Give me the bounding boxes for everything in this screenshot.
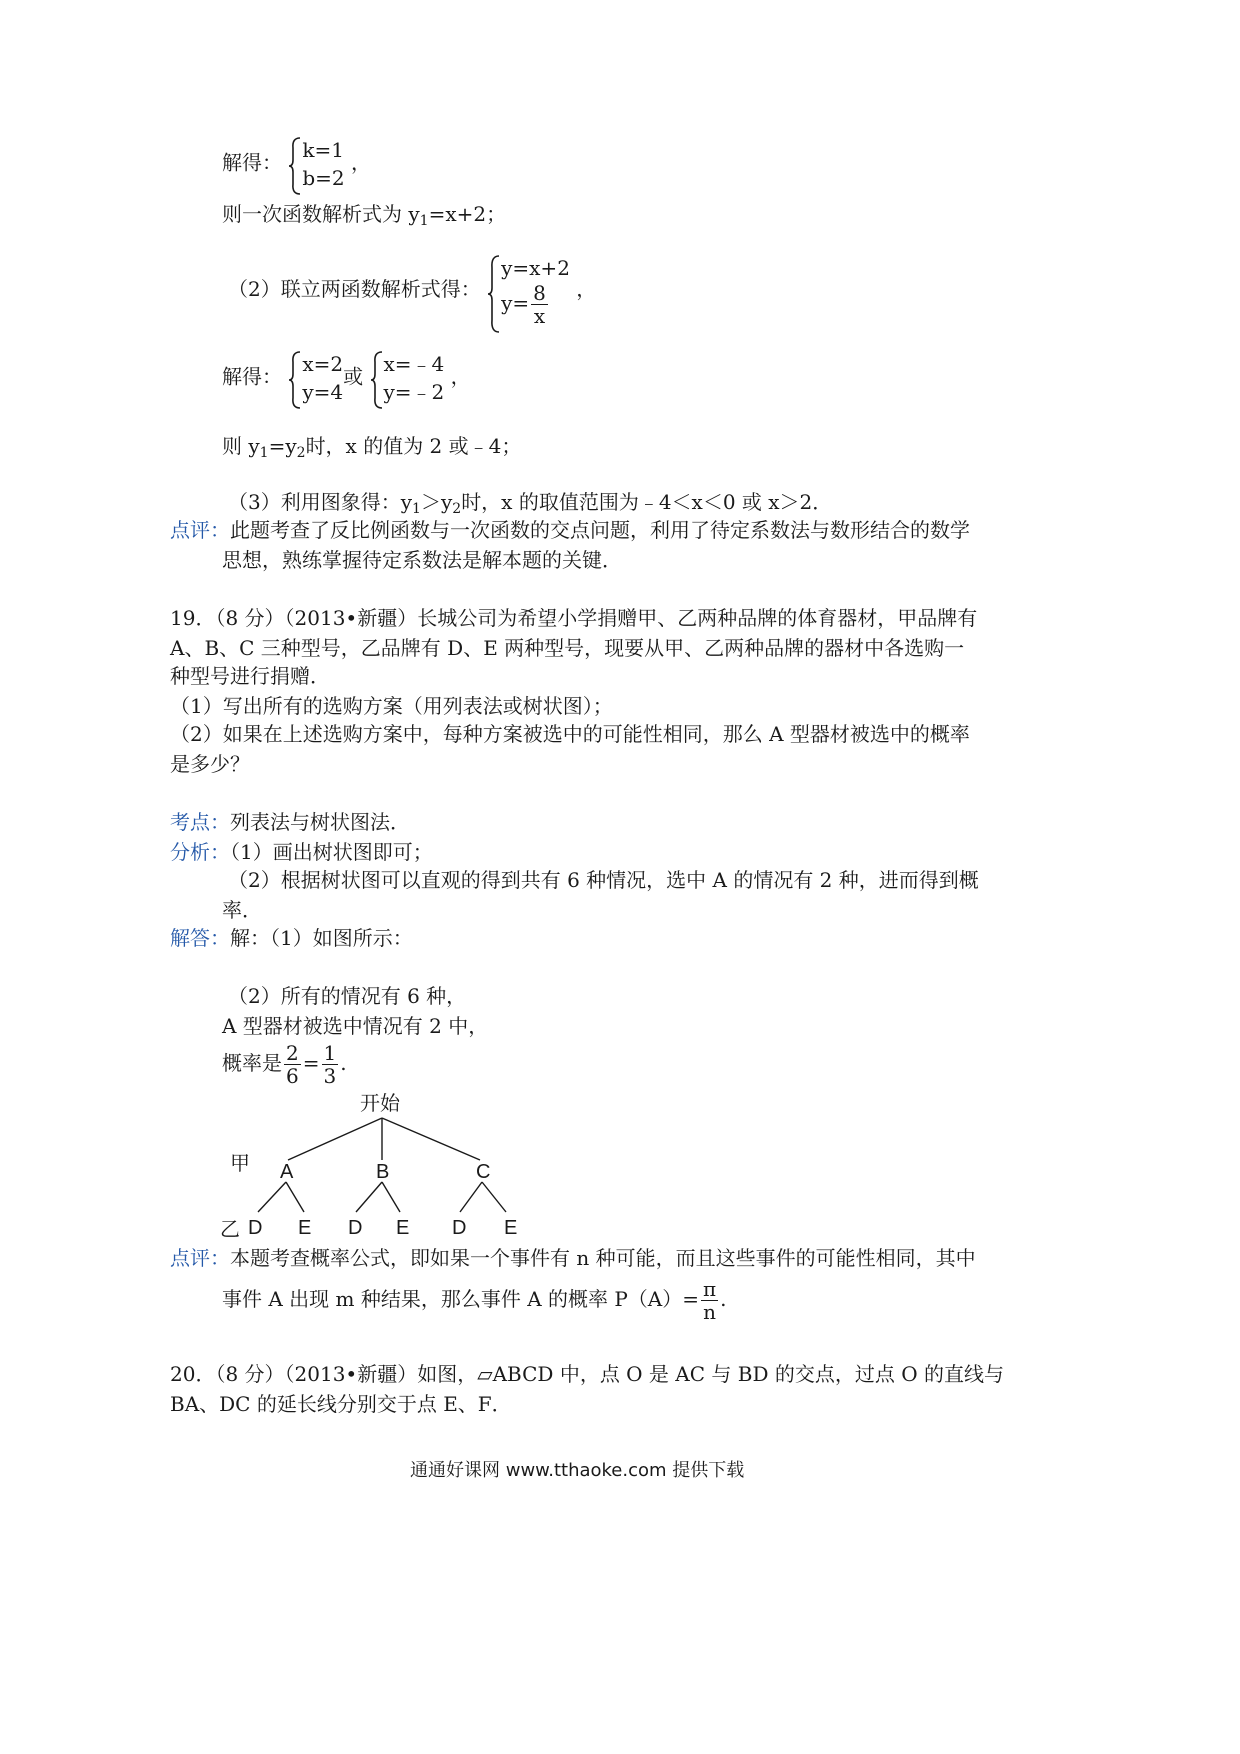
text: = — [302, 1051, 320, 1075]
equation-row — [501, 282, 570, 327]
tree-node: B — [376, 1161, 390, 1183]
equation-system — [288, 350, 343, 406]
text: 列表法与树状图法． — [230, 810, 410, 834]
text: （2）联立两函数解析式得： — [228, 277, 481, 301]
tree-diagram — [220, 1088, 560, 1240]
equation-row: k=1 — [302, 138, 344, 162]
text: 解得： — [222, 364, 282, 389]
fraction — [322, 1042, 339, 1087]
question-20-line-1: 20．（8 分）（2013•新疆）如图，▱ABCD 中，点 O 是 AC 与 BD 的交点，过点 O 的直线与 — [170, 1362, 1004, 1386]
brace-icon — [487, 254, 501, 334]
tree-edge — [382, 1118, 480, 1160]
equation-row: y=﹣2 — [383, 380, 445, 404]
kaodian-label: 考点： — [170, 810, 230, 834]
fenxi-label: 分析： — [170, 840, 230, 864]
jieda-line-3: A 型器材被选中情况有 2 中， — [222, 1014, 489, 1038]
text: （3）利用图象得：y — [228, 490, 413, 514]
equation-row: y=4 — [302, 380, 344, 404]
tree-node: A — [280, 1161, 294, 1183]
solution-line-2 — [222, 198, 506, 229]
tree-node: C — [476, 1161, 491, 1183]
jieda-line-4 — [222, 1042, 347, 1087]
brace-icon — [288, 136, 302, 196]
denominator: 3 — [323, 1064, 337, 1088]
comment-label: 点评： — [170, 518, 230, 542]
tree-node: E — [396, 1217, 410, 1239]
tree-node: D — [452, 1217, 467, 1239]
question-19-line-1: 19．（8 分）（2013•新疆）长城公司为希望小学捐赠甲、乙两种品牌的体育器材，甲品牌有 — [170, 606, 978, 630]
text: 概率是 — [222, 1051, 282, 1075]
tree-node: D — [348, 1217, 363, 1239]
fenxi-line-2: （2）根据树状图可以直观的得到共有 6 种情况，选中 A 的情况有 2 种，进而得到概 — [228, 868, 979, 892]
fenxi-line-3: 率． — [222, 898, 262, 922]
comment-1-line-2: 思想，熟练掌握待定系数法是解本题的关键． — [222, 548, 622, 572]
text: ， — [351, 150, 372, 175]
text: =x+2； — [428, 202, 507, 226]
fraction — [531, 282, 548, 327]
tree-edge — [356, 1182, 382, 1212]
fraction — [284, 1042, 301, 1087]
denominator: 6 — [286, 1064, 299, 1088]
text: 事件 A 出现 m 种结果，那么事件 A 的概率 P（A）= — [222, 1287, 700, 1311]
denominator: x — [533, 304, 546, 328]
brace-icon — [288, 350, 302, 410]
jieda-label: 解答： — [170, 926, 230, 950]
tree-edge — [286, 1182, 304, 1212]
equation-row: x=2 — [302, 352, 344, 376]
comment-1 — [170, 514, 970, 543]
comment-2-line-2 — [222, 1278, 727, 1323]
solution-line-6 — [228, 486, 832, 517]
comment-label: 点评： — [170, 1246, 230, 1270]
text: 或 — [343, 364, 364, 389]
tree-root: 开始 — [360, 1093, 400, 1115]
text: ， — [576, 277, 597, 301]
subscript: 1 — [419, 213, 429, 229]
equation-system — [487, 254, 570, 327]
solution-line-3 — [228, 254, 596, 327]
tree-edge — [382, 1182, 400, 1212]
equation-system — [288, 136, 344, 192]
text: 解得： — [222, 150, 282, 175]
tree-node: E — [504, 1217, 518, 1239]
denominator: n — [703, 1300, 717, 1324]
tree-edge — [258, 1182, 286, 1212]
tree-node: E — [298, 1217, 312, 1239]
text: =y — [268, 434, 297, 458]
tree-edge — [460, 1182, 482, 1212]
equation-system — [370, 350, 445, 406]
tree-node: D — [248, 1217, 263, 1239]
tree-level2-label: 乙 — [220, 1219, 240, 1240]
text: 解：（1）如图所示： — [230, 926, 413, 950]
equation-row: b=2 — [302, 166, 345, 190]
question-19-line-3: 种型号进行捐赠． — [170, 664, 330, 688]
fraction — [701, 1278, 718, 1323]
question-19-line-5: （2）如果在上述选购方案中，每种方案被选中的可能性相同，那么 A 型器材被选中的概率 — [170, 722, 970, 746]
jieda — [170, 922, 413, 951]
numerator: 1 — [323, 1041, 337, 1065]
text: 时，x 的值为 2 或﹣4； — [305, 434, 522, 458]
equation-row: x=﹣4 — [383, 352, 445, 376]
text: . — [340, 1051, 347, 1075]
subscript: 2 — [296, 445, 306, 461]
text: 本题考查概率公式，即如果一个事件有 n 种可能，而且这些事件的可能性相同，其中 — [230, 1246, 976, 1270]
fenxi — [170, 836, 433, 865]
text: 则一次函数解析式为 y — [222, 202, 420, 226]
solution-line-5 — [222, 430, 521, 461]
kaodian — [170, 806, 410, 835]
numerator: 2 — [286, 1041, 299, 1065]
brace-icon — [370, 350, 384, 410]
subscript: 1 — [412, 501, 421, 517]
solution-line-1 — [222, 136, 371, 192]
numerator: π — [703, 1277, 717, 1301]
tree-level1-label: 甲 — [230, 1153, 250, 1175]
text: 此题考查了反比例函数与一次函数的交点问题，利用了待定系数法与数形结合的数学 — [230, 518, 970, 542]
tree-edge — [288, 1118, 382, 1160]
text: ＞y — [420, 490, 453, 514]
tree-edge — [482, 1182, 506, 1212]
text: 时，x 的取值范围为﹣4＜x＜0 或 x＞2． — [461, 490, 833, 514]
text: ， — [450, 364, 471, 389]
equation-row: y=x+2 — [501, 256, 570, 280]
solution-line-4 — [222, 350, 471, 406]
subscript: 2 — [452, 501, 462, 517]
text: . — [720, 1287, 727, 1311]
text: （1）画出树状图即可； — [230, 840, 433, 864]
question-19-line-4: （1）写出所有的选购方案（用列表法或树状图）； — [170, 694, 613, 718]
text: y= — [501, 291, 530, 315]
subscript: 1 — [259, 445, 269, 461]
question-19-line-6: 是多少？ — [170, 752, 250, 776]
question-19-line-2: A、B、C 三种型号，乙品牌有 D、E 两种型号，现要从甲、乙两种品牌的器材中各选购一 — [170, 636, 965, 660]
jieda-line-2: （2）所有的情况有 6 种， — [228, 984, 467, 1008]
page-footer: 通通好课网 www.tthaoke.com 提供下载 — [410, 1460, 745, 1481]
question-20-line-2: BA、DC 的延长线分别交于点 E、F． — [170, 1392, 512, 1416]
text: 则 y — [222, 434, 260, 458]
numerator: 8 — [533, 281, 546, 305]
comment-2 — [170, 1242, 976, 1271]
